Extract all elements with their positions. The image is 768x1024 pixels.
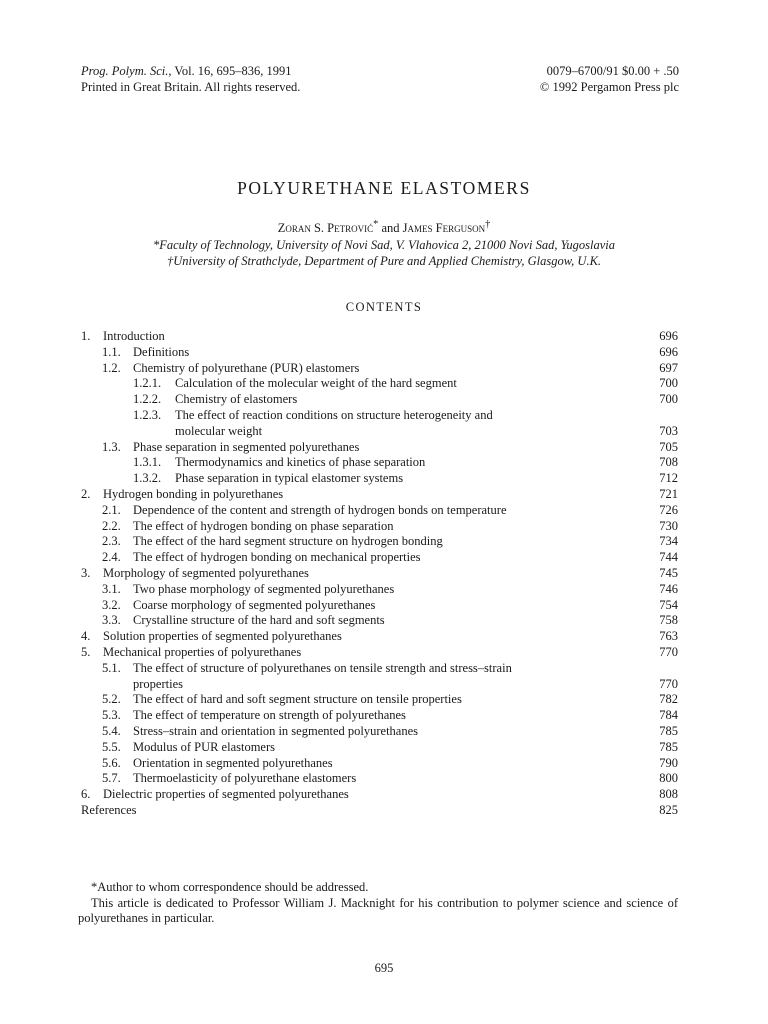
toc-entry [81,661,678,677]
author-conjunction: and [378,221,403,236]
toc-entry-page: 784 [659,708,678,723]
toc-entry-page: 696 [659,344,678,359]
toc-entry-title: Modulus of PUR elastomers [133,739,276,754]
toc-entry [81,771,678,787]
toc-entry-number: 4. [81,629,91,644]
toc-entry-number: 1.3. [102,439,121,454]
toc-entry-page: 744 [659,550,678,565]
toc-entry-title: Crystalline structure of the hard and soft segments [133,613,385,628]
affiliation: *Faculty of Technology, University of Novi Sad, V. Vlahovica 2, 21000 Novi Sad, Yugoslavia [152,238,615,252]
toc-entry [81,566,678,582]
correspondence-footnote: *Author to whom correspondence should be addressed. [91,880,369,894]
author-mark: † [485,219,491,230]
toc-entry-page: 785 [659,723,678,738]
toc-entry-title: The effect of reaction conditions on structure heterogeneity and [175,407,493,422]
toc-entry-title: properties [133,676,183,691]
issn-price: 0079–6700/91 $0.00 + .50 [546,64,679,78]
toc-entry-number: 3.1. [102,581,121,596]
toc-entry-page: 700 [659,392,678,407]
toc-entry-page: 763 [659,629,678,644]
toc-entry-title: Chemistry of polyurethane (PUR) elastomers [133,360,360,375]
toc-entry [81,787,678,803]
toc-entry-number: 1.2. [102,360,121,375]
toc-entry [81,471,678,487]
toc-entry-title: Two phase morphology of segmented polyurethanes [133,581,395,596]
toc-entry-page: 790 [659,755,678,770]
toc-entry-title: Calculation of the molecular weight of the hard segment [175,376,457,391]
toc-entry-title: Phase separation in typical elastomer systems [175,471,404,486]
toc-entry [81,487,678,503]
toc-entry-title: Chemistry of elastomers [175,392,298,407]
toc-entry [81,740,678,756]
toc-entry-page: 770 [659,676,678,691]
toc-entry-number: 5.4. [102,723,121,738]
author-mark: * [373,219,379,230]
toc-entry [81,392,678,408]
toc-entry-page: 700 [659,376,678,391]
toc-entry-title: References [81,802,137,817]
toc-entry-number: 5.6. [102,755,121,770]
toc-entry-page: 782 [659,692,678,707]
author-name: Zoran S. Petrović [277,221,374,236]
toc-entry-title: Thermodynamics and kinetics of phase separation [175,455,426,470]
toc-entry-title: molecular weight [175,423,263,438]
table-of-contents [81,329,678,819]
footnotes [78,880,678,927]
toc-entry [81,424,678,440]
toc-entry-number: 5.7. [102,771,121,786]
toc-entry-title: The effect of hard and soft segment structure on tensile properties [133,692,462,707]
toc-entry-title: Definitions [133,344,190,359]
toc-entry [81,455,678,471]
toc-entry [81,708,678,724]
toc-entry-page: 697 [659,360,678,375]
toc-entry-page: 703 [659,423,678,438]
toc-entry-title: The effect of temperature on strength of polyurethanes [133,708,406,723]
toc-entry [81,598,678,614]
toc-entry-number: 5. [81,644,91,659]
toc-entry-title: Dependence of the content and strength of hydrogen bonds on temperature [133,502,507,517]
toc-entry [81,440,678,456]
journal-header-right [540,64,679,95]
toc-entry-page: 721 [659,486,678,501]
toc-entry-number: 3.2. [102,597,121,612]
toc-entry-title: The effect of hydrogen bonding on phase separation [133,518,394,533]
toc-entry [81,692,678,708]
toc-entry [81,803,678,819]
toc-entry-page: 745 [659,565,678,580]
toc-entry-page: 770 [659,644,678,659]
toc-entry-title: Mechanical properties of polyurethanes [103,644,302,659]
toc-entry-title: The effect of the hard segment structure on hydrogen bonding [133,534,443,549]
toc-entry-page: 800 [659,771,678,786]
toc-entry-number: 1.1. [102,344,121,359]
toc-entry-page: 808 [659,787,678,802]
toc-entry [81,550,678,566]
toc-entry-number: 2. [81,486,91,501]
contents-heading: CONTENTS [345,300,423,314]
toc-entry-page: 705 [659,439,678,454]
printed-notice: Printed in Great Britain. All rights reserved. [81,79,301,94]
toc-entry-number: 2.2. [102,518,121,533]
toc-entry-title: Thermoelasticity of polyurethane elastomers [133,771,357,786]
toc-entry [81,408,678,424]
copyright-notice: © 1992 Pergamon Press plc [539,79,679,94]
toc-entry [81,677,678,693]
toc-entry [81,329,678,345]
author-line [0,219,768,236]
page-number: 695 [374,961,394,975]
toc-entry-page: 730 [659,518,678,533]
toc-entry-number: 1.2.2. [133,392,162,407]
toc-entry-number: 2.4. [102,550,121,565]
toc-entry-title: The effect of structure of polyurethanes on tensile strength and stress–strain [133,660,512,675]
toc-entry-page: 726 [659,502,678,517]
toc-entry-number: 3. [81,565,91,580]
toc-entry-number: 5.3. [102,708,121,723]
toc-entry-page: 746 [659,581,678,596]
toc-entry-page: 825 [659,802,678,817]
toc-entry-number: 6. [81,787,91,802]
toc-entry-title: Phase separation in segmented polyurethanes [133,439,360,454]
dedication-footnote: This article is dedicated to Professor William J. Macknight for his contribution to polymer science and science of polyurethanes in particular. [78,895,678,925]
journal-citation [81,64,300,80]
toc-entry-number: 1.2.3. [133,407,162,422]
toc-entry-page: 785 [659,739,678,754]
toc-entry [81,376,678,392]
toc-entry-title: The effect of hydrogen bonding on mechanical properties [133,550,421,565]
toc-entry [81,519,678,535]
toc-entry-title: Dielectric properties of segmented polyurethanes [103,787,349,802]
toc-entry-number: 5.1. [102,660,121,675]
toc-entry [81,645,678,661]
toc-entry-number: 2.1. [102,502,121,517]
toc-entry-page: 712 [659,471,678,486]
toc-entry-number: 3.3. [102,613,121,628]
toc-entry [81,534,678,550]
toc-entry-number: 5.5. [102,739,121,754]
toc-entry [81,503,678,519]
toc-entry-page: 708 [659,455,678,470]
toc-entry [81,345,678,361]
journal-name: Prog. Polym. Sci. [81,64,169,78]
toc-entry [81,756,678,772]
article-title: POLYURETHANE ELASTOMERS [237,178,531,198]
toc-entry [81,361,678,377]
author-name: James Ferguson [402,221,486,236]
toc-entry-title: Hydrogen bonding in polyurethanes [103,486,284,501]
toc-entry-number: 2.3. [102,534,121,549]
affiliation: †University of Strathclyde, Department of Pure and Applied Chemistry, Glasgow, U.K. [166,254,602,268]
toc-entry-title: Coarse morphology of segmented polyurethanes [133,597,376,612]
toc-entry [81,582,678,598]
toc-entry-title: Morphology of segmented polyurethanes [103,565,309,580]
toc-entry-number: 1.3.1. [133,455,162,470]
journal-volume: , Vol. 16, 695–836, 1991 [168,64,292,78]
toc-entry [81,724,678,740]
toc-entry [81,613,678,629]
toc-entry-page: 754 [659,597,678,612]
toc-entry-number: 1.3.2. [133,471,162,486]
toc-entry [81,629,678,645]
toc-entry-number: 1.2.1. [133,376,162,391]
journal-header-left [81,64,300,95]
toc-entry-page: 696 [659,329,678,343]
toc-entry-title: Stress–strain and orientation in segmented polyurethanes [133,723,419,738]
toc-entry-page: 734 [659,534,678,549]
toc-entry-title: Orientation in segmented polyurethanes [133,755,333,770]
toc-entry-number: 5.2. [102,692,121,707]
toc-entry-number: 1. [81,329,91,343]
toc-entry-title: Introduction [103,329,165,343]
toc-entry-title: Solution properties of segmented polyurethanes [103,629,342,644]
toc-entry-page: 758 [659,613,678,628]
